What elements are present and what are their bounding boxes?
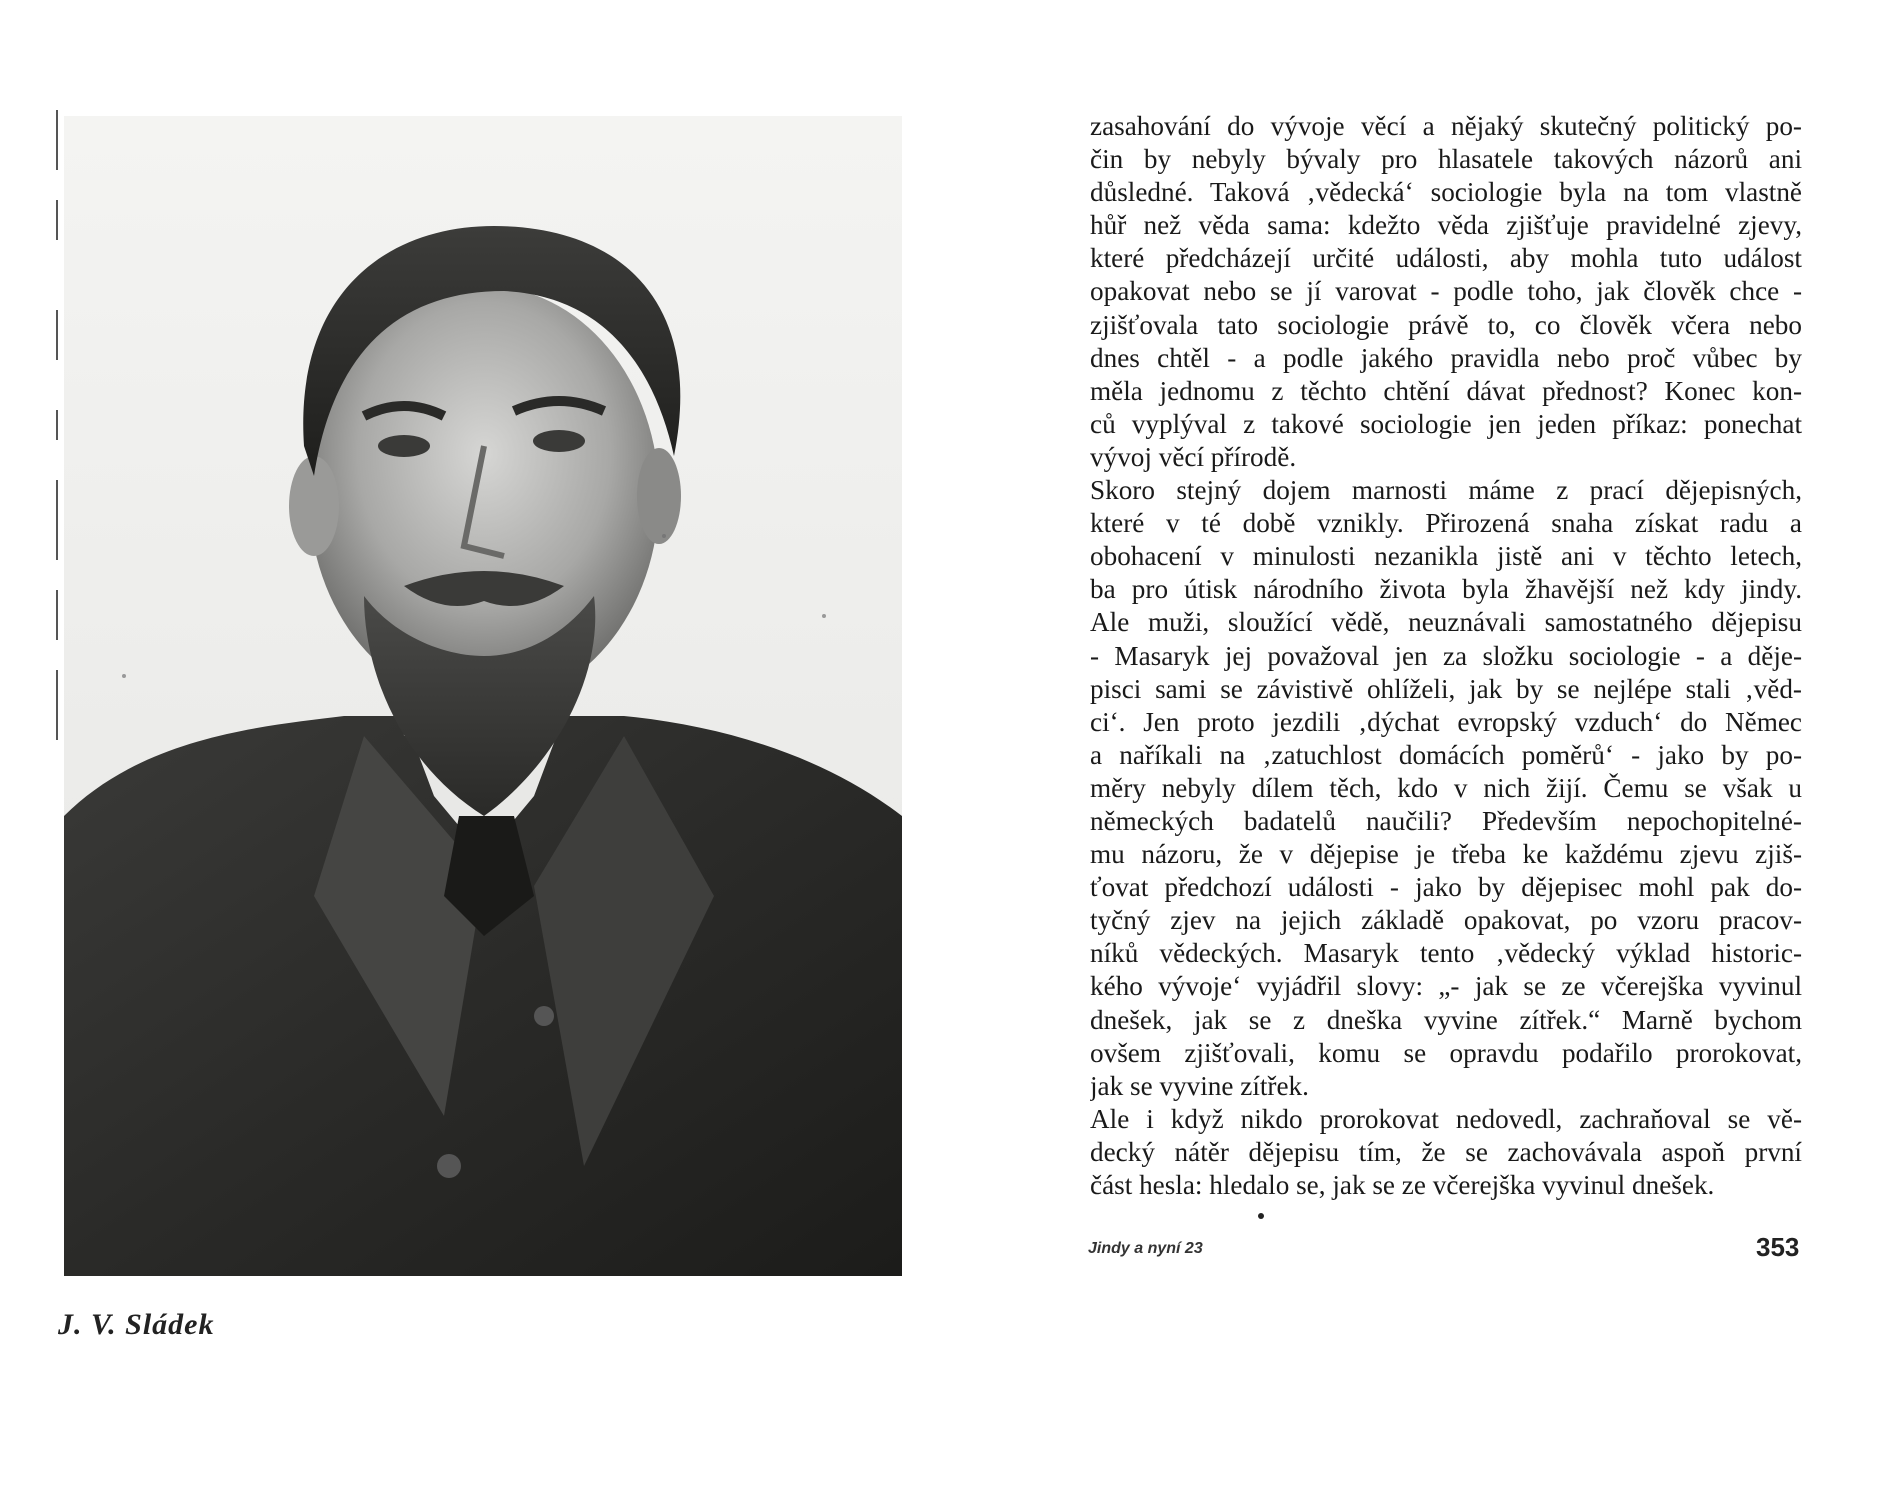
text-line: hůř než věda sama: kdežto věda zjišťuje pravidelné zjevy, [1090,210,1802,241]
photo-caption: J. V. Sládek [58,1308,215,1341]
text-line: německých badatelů naučili? Především nepochopitelné- [1090,805,1802,836]
text-line: níků vědeckých. Masaryk tento ‚vědecký výklad historic- [1090,938,1802,969]
text-line: tyčný zjev na jejich základě opakovat, po vzoru pracov- [1090,905,1802,936]
text-line: ci‘. Jen proto jezdili ‚dýchat evropský vzduch‘ do Němec [1090,706,1802,737]
portrait-photo [64,116,902,1276]
text-line: které předcházejí určité události, aby mohla tuto událost [1090,243,1802,274]
body-text [1090,110,1802,1202]
page-number: 353 [1756,1232,1800,1262]
text-line: měry nebyly dílem těch, kdo v nich žijí. Čemu se však u [1090,772,1802,803]
text-line: ba pro útisk národního života byla žhavější než kdy jindy. [1090,574,1802,605]
text-line: dnešek, jak se z dneška vyvine zítřek.“ Marně bychom [1090,1004,1802,1035]
text-line: zasahování do vývoje věcí a nějaký skutečný politický po- [1090,111,1802,141]
text-line: důsledné. Taková ‚vědecká‘ sociologie byla na tom vlastně [1090,177,1802,208]
text-line: Ale i když nikdo prorokovat nedovedl, zachraňoval se vě- [1090,1103,1802,1134]
text-line: ců vyplýval z takové sociologie jen jeden příkaz: ponechat [1090,408,1802,439]
signature-mark: Jindy a nyní 23 [1088,1240,1203,1257]
text-line: - Masaryk jej považoval jen za složku sociologie - a děje- [1090,640,1802,671]
text-line: ťovat předchozí události - jako by dějepisec mohl pak do- [1090,872,1802,903]
text-line: měla jednomu z těchto chtění dávat přednost? Konec kon- [1090,375,1802,406]
text-line: obohacení v minulosti nezanikla jistě ani v těchto letech, [1090,541,1802,572]
text-line: pisci sami se závistivě ohlíželi, jak by se nejlépe stali ‚věd- [1090,673,1802,704]
bullet-mark [1258,1213,1264,1219]
margin-marks [56,110,60,750]
text-line: decký nátěr dějepisu tím, že se zachovávala aspoň první [1090,1136,1802,1167]
portrait-illustration [64,116,902,1276]
text-line: Skoro stejný dojem marnosti máme z prací dějepisných, [1090,475,1802,506]
text-line: mu názoru, že v dějepise je třeba ke každému zjevu zjiš- [1090,839,1802,870]
text-line: kého vývoje‘ vyjádřil slovy: „- jak se ze včerejška vyvinul [1090,971,1802,1002]
text-line: jak se vyvine zítřek. [1090,1070,1309,1101]
text-line: dnes chtěl - a podle jakého pravidla nebo proč vůbec by [1090,342,1802,373]
text-line: a naříkali na ‚zatuchlost domácích poměrů‘ - jako by po- [1090,739,1802,770]
text-line: zjišťovala tato sociologie právě to, co člověk včera nebo [1090,309,1802,340]
text-line: opakovat nebo se jí varovat - podle toho, jak člověk chce - [1090,276,1802,307]
text-line: část hesla: hledalo se, jak se ze včerejška vyvinul dnešek. [1090,1170,1715,1200]
text-line: které v té době vznikly. Přirozená snaha získat radu a [1090,508,1802,539]
text-line: vývoj věcí přírodě. [1090,441,1297,472]
text-line: čin by nebyly bývaly pro hlasatele takových názorů ani [1090,144,1802,175]
text-line: ovšem zjišťovali, komu se opravdu podařilo prorokovat, [1090,1037,1802,1068]
text-line: Ale muži, sloužící vědě, neuznávali samostatného dějepisu [1090,607,1802,638]
